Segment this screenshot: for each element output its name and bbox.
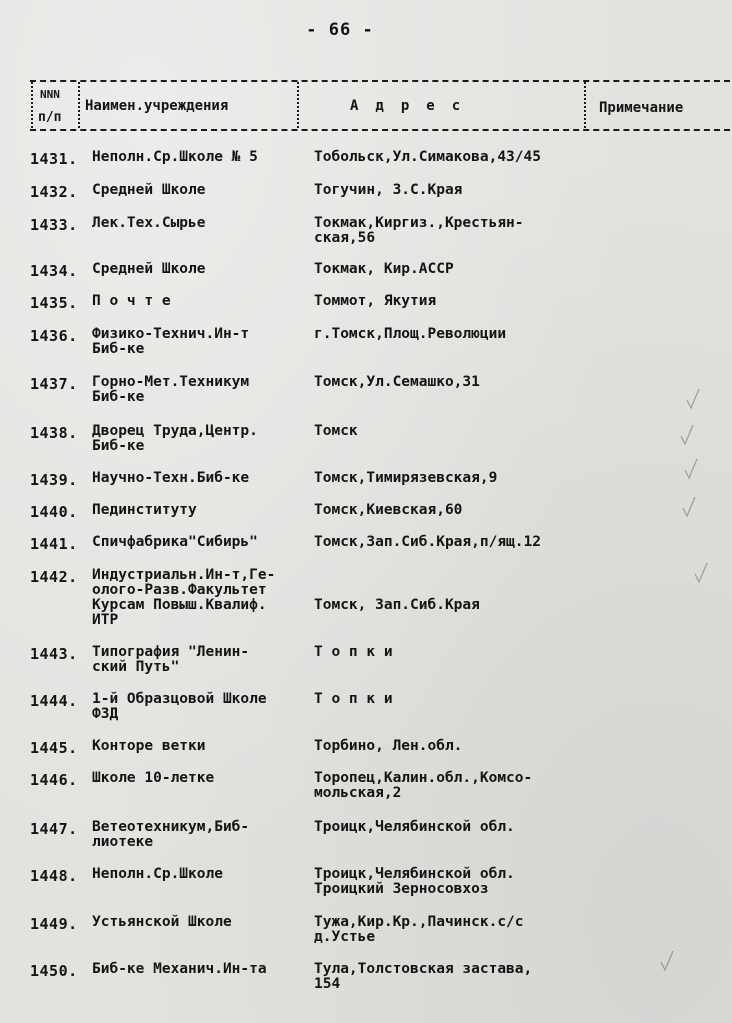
check-mark-icon xyxy=(680,424,694,446)
header-name-label: Наимен.учреждения xyxy=(85,98,229,114)
page-number: - 66 - xyxy=(306,20,374,40)
entry-address: Троицк,Челябинской обл. xyxy=(314,819,515,835)
entry-address: Торбино, Лен.обл. xyxy=(314,738,463,754)
entry-institution: Пединституту xyxy=(92,502,197,518)
entry-number: 1432. xyxy=(30,183,78,201)
entry-institution: Устьянской Школе xyxy=(92,914,232,930)
check-mark-icon xyxy=(682,496,696,518)
entry-institution: 1-й Образцовой Школе ФЗД xyxy=(92,691,267,722)
entry-number: 1445. xyxy=(30,739,78,757)
entry-number: 1434. xyxy=(30,262,78,280)
entry-address: Томск,Киевская,60 xyxy=(314,502,463,518)
entry-number: 1449. xyxy=(30,915,78,933)
entry-institution: Ветеотехникум,Биб- лиотеке xyxy=(92,819,250,850)
entry-institution: Средней Школе xyxy=(92,182,206,198)
entry-number: 1435. xyxy=(30,294,78,312)
entry-number: 1433. xyxy=(30,216,78,234)
entry-number: 1440. xyxy=(30,503,78,521)
entry-number: 1441. xyxy=(30,535,78,553)
entry-institution: Школе 10-летке xyxy=(92,770,215,786)
header-address-label: Адрес xyxy=(350,98,478,114)
entry-number: 1439. xyxy=(30,471,78,489)
entry-address: Т о п к и xyxy=(314,644,393,660)
entry-number: 1442. xyxy=(30,568,78,586)
entry-number: 1446. xyxy=(30,771,78,789)
entry-address: Токмак, Кир.АССР xyxy=(314,261,454,277)
check-mark-icon xyxy=(686,388,700,410)
entry-number: 1447. xyxy=(30,820,78,838)
entry-institution: Неполн.Ср.Школе xyxy=(92,866,223,882)
entry-address: Тогучин, З.С.Края xyxy=(314,182,463,198)
entry-institution: Научно-Техн.Биб-ке xyxy=(92,470,250,486)
entry-institution: Лек.Тех.Сырье xyxy=(92,215,206,231)
entry-address: Торопец,Калин.обл.,Комсо- мольская,2 xyxy=(314,770,533,801)
entry-address: Томмот, Якутия xyxy=(314,293,437,309)
entry-institution: Биб-ке Механич.Ин-та xyxy=(92,961,267,977)
entry-institution: П о ч т е xyxy=(92,293,171,309)
check-mark-icon xyxy=(694,562,708,584)
entry-institution: Спичфабрика"Сибирь" xyxy=(92,534,258,550)
entry-address: Троицк,Челябинской обл. Троицкий Зерносовхоз xyxy=(314,866,515,897)
entry-number: 1448. xyxy=(30,867,78,885)
entry-institution: Индустриальн.Ин-т,Ге- олого-Разв.Факультет Курсам Повыш.Квалиф. ИТР xyxy=(92,567,276,628)
entry-address: г.Томск,Площ.Революции xyxy=(314,326,507,342)
entry-address: Тула,Толстовская застава, 154 xyxy=(314,961,533,992)
entry-number: 1431. xyxy=(30,150,78,168)
entry-address: Томск,Зап.Сиб.Края,п/ящ.12 xyxy=(314,534,541,550)
entry-address: Токмак,Киргиз.,Крестьян- ская,56 xyxy=(314,215,524,246)
entry-institution: Неполн.Ср.Школе № 5 xyxy=(92,149,258,165)
entry-number: 1444. xyxy=(30,692,78,710)
entry-institution: Конторе ветки xyxy=(92,738,206,754)
entry-address: Томск,Тимирязевская,9 xyxy=(314,470,498,486)
check-mark-icon xyxy=(660,950,674,972)
entry-institution: Горно-Мет.Техникум Биб-ке xyxy=(92,374,250,405)
entry-number: 1436. xyxy=(30,327,78,345)
entry-address: Т о п к и xyxy=(314,691,393,707)
entry-institution: Средней Школе xyxy=(92,261,206,277)
entry-number: 1450. xyxy=(30,962,78,980)
entry-number: 1443. xyxy=(30,645,78,663)
entry-institution: Физико-Технич.Ин-т Биб-ке xyxy=(92,326,250,357)
entry-address: Тобольск,Ул.Симакова,43/45 xyxy=(314,149,541,165)
header-note-label: Примечание xyxy=(599,100,684,116)
entry-address: Томск xyxy=(314,423,358,439)
entry-number: 1438. xyxy=(30,424,78,442)
header-num-sublabel: п/п xyxy=(38,110,62,125)
entry-institution: Дворец Труда,Центр. Биб-ке xyxy=(92,423,258,454)
entry-address: Тужа,Кир.Кр.,Пачинск.с/с д.Устье xyxy=(314,914,524,945)
header-num-label: NNN xyxy=(40,88,60,101)
entry-number: 1437. xyxy=(30,375,78,393)
entry-address: Томск, Зап.Сиб.Края xyxy=(314,597,480,613)
check-mark-icon xyxy=(684,458,698,480)
entry-institution: Типография "Ленин- ский Путь" xyxy=(92,644,250,675)
entry-address: Томск,Ул.Семашко,31 xyxy=(314,374,480,390)
